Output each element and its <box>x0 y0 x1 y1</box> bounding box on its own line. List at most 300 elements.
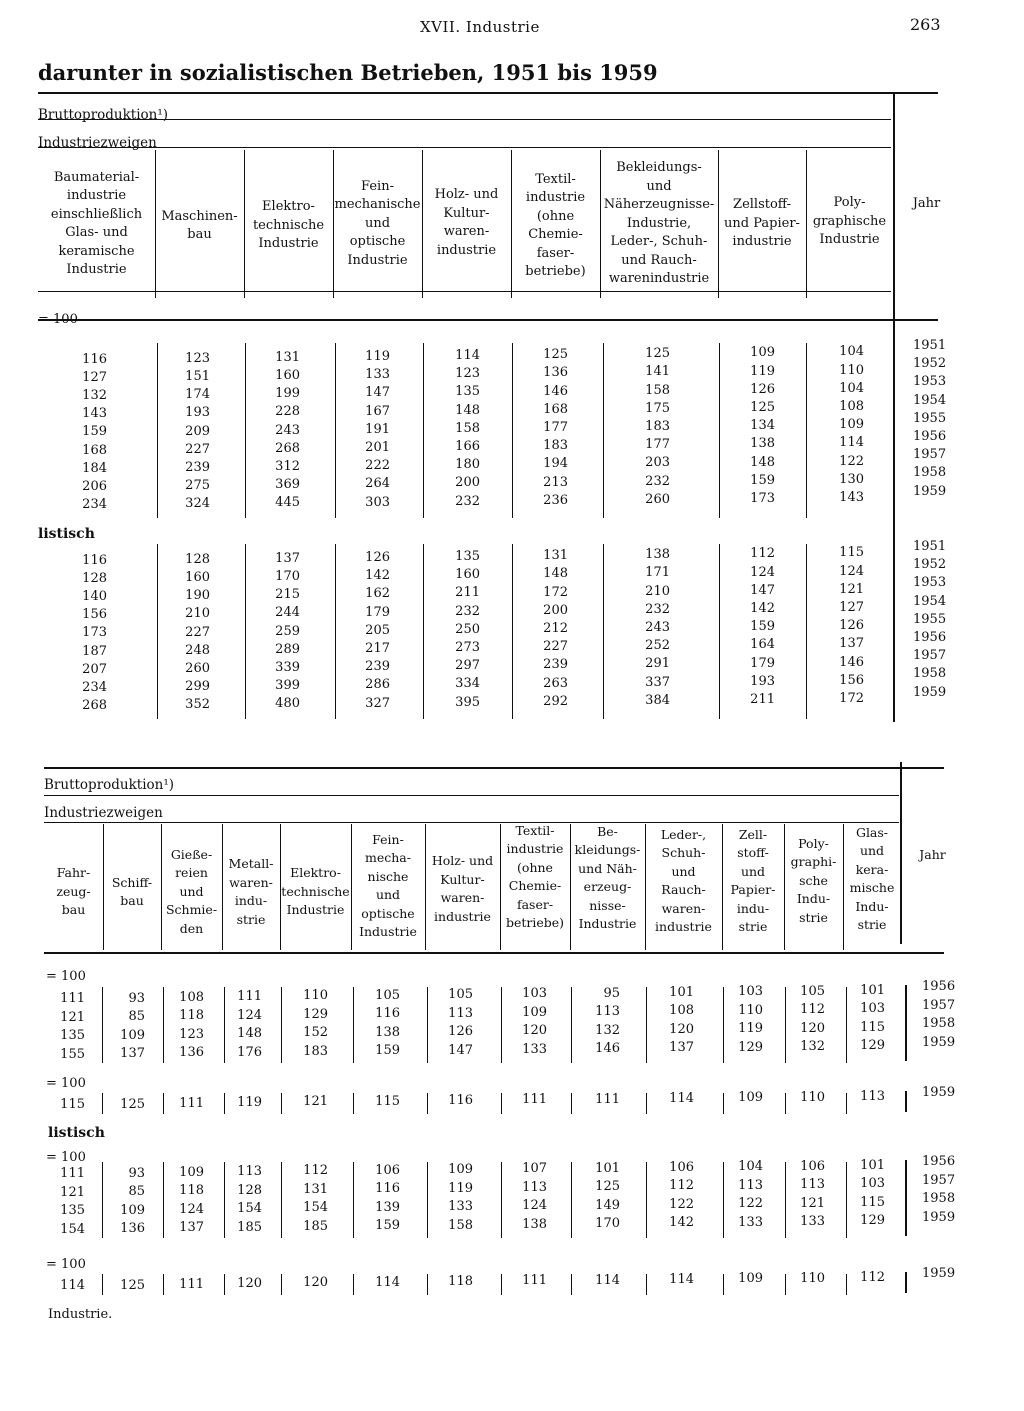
table-cell: 147 <box>448 1042 473 1058</box>
table-cell: 125 <box>645 346 670 362</box>
table-cell: 111 <box>595 1091 620 1107</box>
rule <box>645 824 646 950</box>
table-cell: 119 <box>448 1180 473 1196</box>
table-cell: 108 <box>839 399 864 414</box>
table-cell: 252 <box>645 638 670 654</box>
table-cell: 111 <box>237 989 262 1005</box>
table-2-section-label: = 100 <box>46 1257 86 1272</box>
table-cell: 127 <box>839 600 864 615</box>
table-cell: 232 <box>455 493 480 509</box>
table-1-section-label: listisch <box>38 526 95 542</box>
year-cell: 1959 <box>922 1085 956 1100</box>
year-cell: 1955 <box>913 410 947 426</box>
table-cell: 112 <box>750 546 775 562</box>
table-cell: 395 <box>455 694 480 710</box>
year-cell: 1958 <box>922 1191 956 1206</box>
table-cell: 244 <box>275 605 300 621</box>
table-cell: 116 <box>82 351 107 367</box>
rule <box>905 1272 907 1293</box>
table-cell: 120 <box>800 1020 825 1036</box>
table-cell: 243 <box>275 422 300 438</box>
table-cell: 136 <box>120 1221 145 1236</box>
year-cell: 1956 <box>913 429 947 444</box>
table-cell: 85 <box>128 1184 145 1199</box>
table-cell: 227 <box>185 441 210 457</box>
table-cell: 138 <box>645 547 670 563</box>
table-cell: 124 <box>237 1007 262 1023</box>
table-cell: 110 <box>738 1002 763 1018</box>
table-cell: 273 <box>455 640 480 655</box>
table-cell: 123 <box>179 1026 204 1042</box>
year-cell: 1958 <box>922 1016 956 1031</box>
table-cell: 119 <box>237 1095 262 1111</box>
table-cell: 180 <box>455 457 480 473</box>
page-heading: darunter in sozialistischen Betrieben, 1951 bis 1959 <box>38 60 658 85</box>
rule <box>718 150 719 298</box>
year-cell: 1959 <box>922 1034 956 1050</box>
table-cell: 114 <box>669 1271 694 1287</box>
table-cell: 154 <box>60 1221 85 1237</box>
table-cell: 143 <box>839 490 864 505</box>
rule <box>719 544 720 719</box>
year-cell: 1954 <box>913 593 947 609</box>
table-2-column-header: Be- kleidungs- und Näh- erzeug- nisse- Industrie <box>574 823 641 931</box>
table-cell: 154 <box>303 1200 328 1216</box>
year-cell: 1952 <box>913 356 947 372</box>
table-cell: 111 <box>60 1166 85 1182</box>
table-cell: 120 <box>237 1276 262 1292</box>
table-cell: 111 <box>522 1092 547 1108</box>
table-cell: 122 <box>669 1196 694 1212</box>
table-cell: 104 <box>839 344 864 360</box>
table-2-column-header: Poly- graphi- sche Indu- strie <box>790 835 837 925</box>
table-cell: 171 <box>645 565 670 581</box>
table-cell: 268 <box>275 440 300 456</box>
table-cell: 133 <box>738 1214 763 1230</box>
table-cell: 114 <box>839 435 864 451</box>
table-cell: 297 <box>455 658 480 674</box>
table-cell: 193 <box>750 673 775 689</box>
table-1-column-header: Holz- und Kultur- waren- industrie <box>434 187 499 258</box>
table-cell: 114 <box>669 1090 694 1106</box>
table-cell: 210 <box>185 606 210 622</box>
table-cell: 199 <box>275 386 300 402</box>
year-cell: 1957 <box>913 648 947 664</box>
table-cell: 118 <box>448 1274 473 1289</box>
table-cell: 125 <box>120 1277 145 1293</box>
table-cell: 137 <box>275 550 300 566</box>
rule <box>38 119 891 120</box>
table-cell: 303 <box>365 494 390 510</box>
table-cell: 124 <box>179 1201 204 1217</box>
table-cell: 121 <box>303 1094 328 1110</box>
table-cell: 299 <box>185 679 210 695</box>
table-cell: 133 <box>800 1214 825 1229</box>
table-cell: 126 <box>750 381 775 397</box>
table-cell: 207 <box>82 661 107 677</box>
table-1-column-header: Maschinen- bau <box>161 208 238 242</box>
table-cell: 124 <box>839 563 864 579</box>
table-cell: 185 <box>237 1219 262 1235</box>
table-cell: 108 <box>669 1003 694 1019</box>
table-cell: 260 <box>645 491 670 507</box>
table-cell: 286 <box>365 677 390 693</box>
table-cell: 172 <box>839 691 864 706</box>
table-cell: 101 <box>595 1160 620 1176</box>
table-cell: 327 <box>365 695 390 711</box>
rule <box>44 952 944 954</box>
table-cell: 227 <box>543 639 568 655</box>
table-2-column-header: Glas- und kera- mische Indu- strie <box>849 824 895 932</box>
rule <box>44 767 944 769</box>
year-cell: 1959 <box>913 684 947 700</box>
table-1-column-header: Baumaterial- industrie einschließlich Glas- und keramische Industrie <box>50 169 143 277</box>
table-cell: 132 <box>595 1022 620 1038</box>
table-cell: 159 <box>750 472 775 488</box>
table-cell: 160 <box>455 567 480 583</box>
rule <box>512 343 513 518</box>
table-cell: 123 <box>455 366 480 382</box>
table-cell: 125 <box>750 399 775 415</box>
table-cell: 125 <box>595 1179 620 1195</box>
table-2-section-label: = 100 <box>46 1076 86 1091</box>
year-cell: 1956 <box>922 1154 956 1169</box>
table-cell: 222 <box>365 458 390 474</box>
table-cell: 160 <box>275 368 300 383</box>
rule <box>511 150 512 298</box>
table-cell: 275 <box>185 478 210 494</box>
table-cell: 103 <box>860 1176 885 1192</box>
table-cell: 121 <box>800 1195 825 1211</box>
table-cell: 142 <box>669 1215 694 1231</box>
table-cell: 101 <box>860 1157 885 1173</box>
table-cell: 115 <box>860 1194 885 1210</box>
table-2-column-header: Zell- stoff- und Papier- indu- strie <box>730 826 776 934</box>
table-cell: 121 <box>839 581 864 597</box>
table-cell: 239 <box>185 459 210 475</box>
table-cell: 109 <box>839 417 864 433</box>
table-2-column-header: Textil- industrie (ohne Chemie- faser- betriebe) <box>505 822 565 930</box>
table-cell: 210 <box>645 583 670 599</box>
table-cell: 172 <box>543 584 568 600</box>
table-cell: 118 <box>179 1008 204 1024</box>
rule <box>44 822 899 823</box>
table-cell: 114 <box>60 1278 85 1294</box>
table-cell: 146 <box>543 383 568 399</box>
table-cell: 119 <box>365 348 390 364</box>
table-cell: 113 <box>738 1177 763 1193</box>
table-cell: 146 <box>839 654 864 670</box>
table-cell: 116 <box>375 1181 400 1197</box>
table-cell: 159 <box>375 1043 400 1059</box>
rule <box>157 343 158 518</box>
table-cell: 128 <box>82 570 107 586</box>
table-cell: 209 <box>185 423 210 439</box>
table-1-column-header: Elektro- technische Industrie <box>252 199 325 252</box>
table-1-column-header: Bekleidungs- und Näherzeugnisse- Industrie, Leder-, Schuh- und Rauch- warenindustrie <box>603 160 715 287</box>
table-cell: 176 <box>237 1044 262 1060</box>
table-2-section-label: = 100 <box>46 969 86 984</box>
table-cell: 339 <box>275 660 300 675</box>
table-cell: 211 <box>750 691 775 707</box>
table-cell: 113 <box>237 1164 262 1180</box>
table-cell: 137 <box>839 636 864 652</box>
rule <box>222 824 223 950</box>
rule <box>157 544 158 719</box>
table-1-year-header: Jahr <box>912 195 941 211</box>
table-cell: 118 <box>179 1183 204 1199</box>
table-cell: 445 <box>275 495 300 511</box>
rule <box>600 150 601 298</box>
table-cell: 137 <box>179 1220 204 1236</box>
table-cell: 160 <box>185 569 210 585</box>
table-cell: 129 <box>738 1039 763 1055</box>
table-cell: 243 <box>645 620 670 635</box>
table-cell: 143 <box>82 406 107 422</box>
table-cell: 116 <box>448 1093 473 1108</box>
table-cell: 228 <box>275 404 300 420</box>
footer-text: Industrie. <box>48 1307 113 1322</box>
table-cell: 129 <box>860 1038 885 1054</box>
table-cell: 131 <box>543 548 568 564</box>
table-cell: 156 <box>839 672 864 688</box>
table-cell: 201 <box>365 439 390 455</box>
table-cell: 170 <box>275 569 300 584</box>
table-cell: 215 <box>275 587 300 603</box>
table-cell: 177 <box>645 437 670 453</box>
table-cell: 183 <box>303 1043 328 1059</box>
rule <box>280 824 281 950</box>
table-cell: 129 <box>303 1006 328 1022</box>
table-cell: 109 <box>738 1090 763 1106</box>
year-cell: 1958 <box>913 666 947 682</box>
table-cell: 116 <box>82 552 107 568</box>
table-cell: 108 <box>179 989 204 1005</box>
table-cell: 109 <box>522 1004 547 1020</box>
table-cell: 173 <box>750 490 775 506</box>
table-cell: 352 <box>185 697 210 713</box>
table-cell: 248 <box>185 642 210 658</box>
table-cell: 217 <box>365 640 390 656</box>
table-cell: 384 <box>645 692 670 708</box>
table-2-column-header: Elektro- technische Industrie <box>281 865 350 918</box>
table-cell: 191 <box>365 421 390 437</box>
table-cell: 234 <box>82 680 107 695</box>
rule <box>784 824 785 950</box>
table-cell: 250 <box>455 621 480 637</box>
table-cell: 125 <box>543 347 568 363</box>
table-cell: 119 <box>738 1021 763 1037</box>
table-cell: 112 <box>669 1178 694 1194</box>
table-cell: 149 <box>595 1197 620 1213</box>
table-cell: 259 <box>275 623 300 639</box>
table-2-column-header: Metall- waren- indu- strie <box>228 856 274 927</box>
table-cell: 138 <box>750 436 775 452</box>
table-cell: 139 <box>375 1199 400 1215</box>
table-cell: 148 <box>543 566 568 582</box>
table-cell: 167 <box>365 403 390 419</box>
table-cell: 105 <box>448 987 473 1002</box>
table-cell: 129 <box>860 1213 885 1229</box>
table-1-column-header: Fein- mechanische und optische Industrie <box>334 178 421 268</box>
table-cell: 291 <box>645 656 670 672</box>
rule <box>335 544 336 719</box>
table-cell: 115 <box>60 1097 85 1113</box>
table-cell: 137 <box>669 1040 694 1056</box>
table-cell: 263 <box>543 675 568 691</box>
year-cell: 1957 <box>922 1172 956 1188</box>
table-cell: 126 <box>839 618 864 634</box>
table-cell: 112 <box>800 1002 825 1017</box>
table-cell: 127 <box>82 369 107 385</box>
rule <box>38 92 938 94</box>
table-cell: 232 <box>645 601 670 617</box>
table-cell: 110 <box>800 1089 825 1105</box>
table-cell: 140 <box>82 589 107 604</box>
table-cell: 132 <box>800 1039 825 1054</box>
table-cell: 103 <box>522 986 547 1002</box>
table-cell: 106 <box>375 1162 400 1178</box>
table-1-section-label: = 100 <box>38 312 78 327</box>
table-cell: 179 <box>365 604 390 620</box>
table-cell: 103 <box>738 984 763 1000</box>
rule <box>423 544 424 719</box>
rule <box>806 150 807 298</box>
table-cell: 142 <box>750 600 775 616</box>
table-cell: 133 <box>448 1199 473 1214</box>
table-cell: 155 <box>60 1046 85 1062</box>
table-cell: 337 <box>645 674 670 690</box>
table-cell: 239 <box>365 659 390 675</box>
table-cell: 109 <box>120 1027 145 1043</box>
rule <box>103 824 104 950</box>
table-cell: 111 <box>179 1276 204 1292</box>
table-cell: 112 <box>860 1269 885 1285</box>
rule <box>244 150 245 298</box>
table-cell: 93 <box>128 1165 145 1181</box>
rule <box>603 343 604 518</box>
table-cell: 135 <box>60 1203 85 1219</box>
table-cell: 120 <box>522 1023 547 1039</box>
table-cell: 95 <box>603 985 620 1001</box>
table-cell: 147 <box>365 385 390 401</box>
table-1-column-header: Zellstoff- und Papier- industrie <box>724 197 800 250</box>
table-cell: 232 <box>455 603 480 619</box>
table-cell: 190 <box>185 588 210 604</box>
table-cell: 334 <box>455 676 480 692</box>
rule <box>500 824 501 950</box>
table-cell: 142 <box>365 568 390 584</box>
year-cell: 1951 <box>913 338 947 353</box>
table-cell: 268 <box>82 698 107 714</box>
table-cell: 187 <box>82 643 107 659</box>
table-2-year-header: Jahr <box>919 846 946 862</box>
table-cell: 134 <box>750 418 775 434</box>
table-cell: 120 <box>669 1021 694 1037</box>
table-2-column-header: Gieße- reien und Schmie- den <box>165 846 218 936</box>
table-cell: 133 <box>522 1041 547 1057</box>
chapter-title: XVII. Industrie <box>420 18 540 36</box>
year-cell: 1951 <box>913 539 947 554</box>
table-cell: 227 <box>185 624 210 640</box>
table-cell: 152 <box>303 1025 328 1041</box>
year-cell: 1953 <box>913 374 947 390</box>
table-cell: 206 <box>82 479 107 494</box>
rule <box>905 1091 907 1112</box>
table-cell: 114 <box>455 348 480 363</box>
table-cell: 236 <box>543 492 568 508</box>
rule <box>245 343 246 518</box>
table-cell: 147 <box>750 582 775 598</box>
rule <box>603 544 604 719</box>
table-cell: 154 <box>237 1201 262 1217</box>
table-cell: 166 <box>455 439 480 454</box>
table-cell: 109 <box>120 1202 145 1218</box>
table-cell: 141 <box>645 364 670 380</box>
table-cell: 175 <box>645 400 670 416</box>
table-cell: 173 <box>82 625 107 641</box>
table-cell: 168 <box>82 442 107 458</box>
table-cell: 292 <box>543 693 568 709</box>
table-cell: 114 <box>595 1272 620 1288</box>
table-cell: 114 <box>375 1274 400 1290</box>
year-cell: 1954 <box>913 392 947 408</box>
table-cell: 122 <box>738 1196 763 1212</box>
table-cell: 179 <box>750 655 775 671</box>
year-cell: 1957 <box>913 447 947 463</box>
table-cell: 105 <box>375 987 400 1003</box>
rule <box>38 291 891 292</box>
year-cell: 1957 <box>922 997 956 1013</box>
table-cell: 116 <box>375 1006 400 1022</box>
year-cell: 1959 <box>922 1209 956 1225</box>
rule <box>512 544 513 719</box>
table-cell: 158 <box>448 1217 473 1233</box>
year-cell: 1953 <box>913 575 947 591</box>
rule <box>335 343 336 518</box>
table-cell: 85 <box>128 1009 145 1024</box>
table-2-column-header: Fein- mecha- nische und optische Industrie <box>359 831 417 939</box>
table-cell: 193 <box>185 405 210 421</box>
table-cell: 177 <box>543 419 568 435</box>
table-cell: 120 <box>303 1275 328 1291</box>
table-cell: 106 <box>800 1158 825 1174</box>
table-cell: 148 <box>455 402 480 418</box>
rule <box>843 824 844 950</box>
table-cell: 131 <box>303 1181 328 1197</box>
table-cell: 121 <box>60 1009 85 1025</box>
table-cell: 184 <box>82 460 107 476</box>
table-cell: 159 <box>750 619 775 635</box>
table-cell: 113 <box>448 1005 473 1021</box>
table-cell: 111 <box>60 991 85 1007</box>
table-cell: 113 <box>860 1088 885 1104</box>
table-cell: 130 <box>839 471 864 487</box>
table-cell: 126 <box>448 1024 473 1039</box>
table-cell: 234 <box>82 497 107 513</box>
table-cell: 93 <box>128 990 145 1006</box>
table-cell: 125 <box>120 1096 145 1112</box>
table-cell: 136 <box>543 365 568 381</box>
year-cell: 1955 <box>913 611 947 627</box>
table-cell: 115 <box>375 1093 400 1109</box>
table-cell: 101 <box>860 982 885 998</box>
table-cell: 168 <box>543 401 568 417</box>
table-cell: 105 <box>800 983 825 999</box>
rule <box>722 824 723 950</box>
table-cell: 480 <box>275 696 300 712</box>
table-cell: 205 <box>365 622 390 638</box>
